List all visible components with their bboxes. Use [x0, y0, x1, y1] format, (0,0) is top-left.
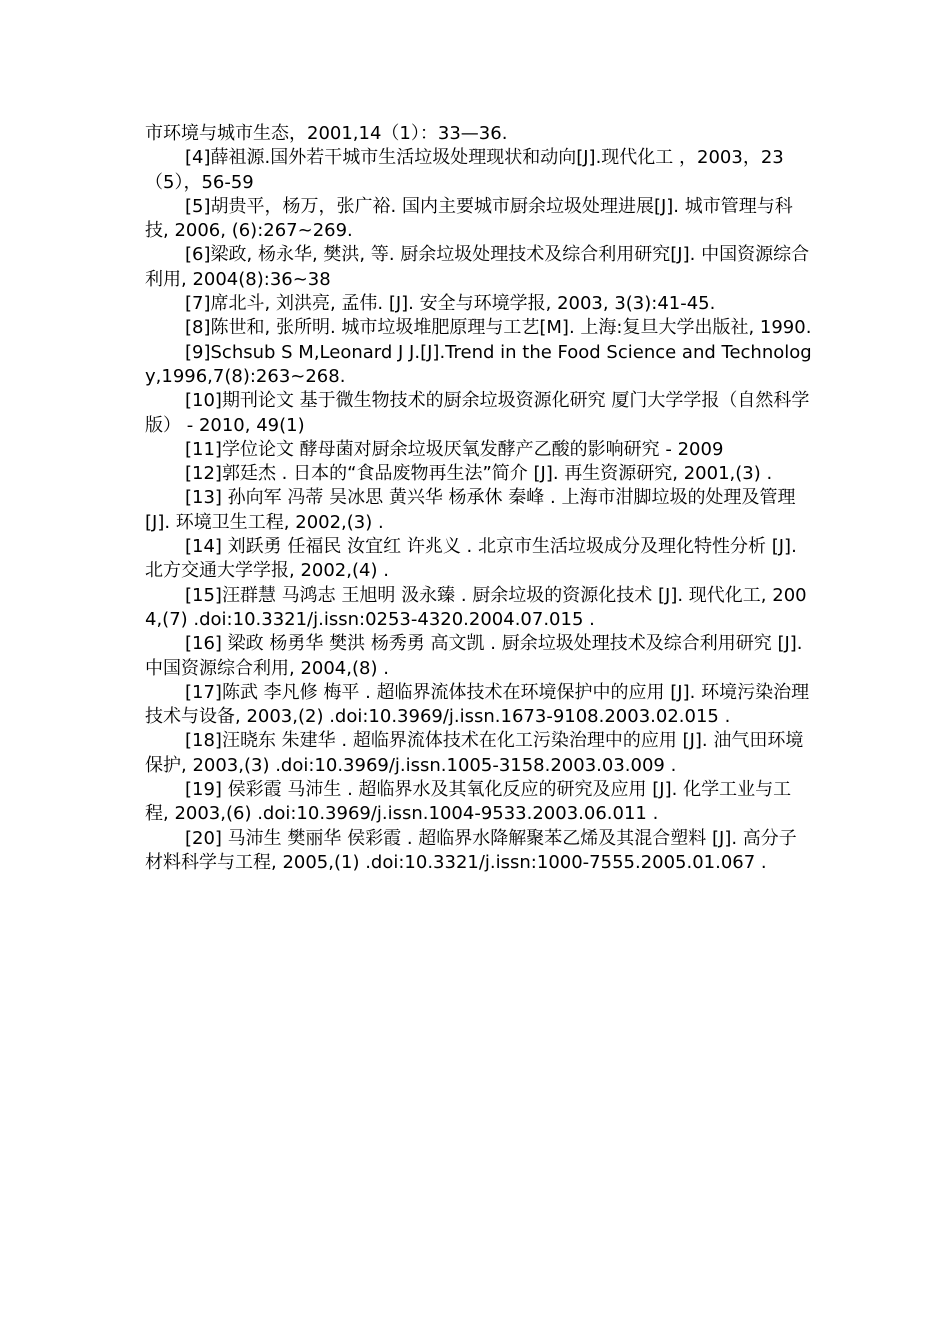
- reference-7: [7]席北斗, 刘洪亮, 孟伟. [J]. 安全与环境学报, 2003, 3(3):41-45.: [185, 293, 716, 315]
- reference-15: [15]汪群慧 马鸿志 王旭明 汲永臻 . 厨余垃圾的资源化技术 [J]. 现代化工, 2004,(7) .doi:10.3321/j.issn:0253-4320.2004.07.015 .: [145, 584, 807, 630]
- reference-4: [4]薛祖源.国外若干城市生活垃圾处理现状和动向[J].现代化工 ，2003，23（5），56-59: [145, 147, 784, 193]
- reference-9: [9]Schsub S M,Leonard J J.[J].Trend in the Food Science and Technology,1996,7(8):263~268.: [145, 341, 812, 387]
- reference-6: [6]梁政, 杨永华, 樊洪, 等. 厨余垃圾处理技术及综合利用研究[J]. 中国资源综合利用, 2004(8):36~38: [145, 244, 810, 290]
- reference-18: [18]汪晓东 朱建华 . 超临界流体技术在化工污染治理中的应用 [J]. 油气田环境保护, 2003,(3) .doi:10.3969/j.issn.1005-3158.2003.03.009 .: [145, 730, 804, 776]
- reference-10: [10]期刊论文 基于微生物技术的厨余垃圾资源化研究 厦门大学学报（自然科学版） - 2010, 49(1): [145, 390, 810, 436]
- reference-17: [17]陈武 李凡修 梅平 . 超临界流体技术在环境保护中的应用 [J]. 环境污染治理技术与设备, 2003,(2) .doi:10.3969/j.issn.1673-9108.2003.02.015 .: [145, 681, 810, 728]
- reference-12: [12]郭廷杰 . 日本的“食品废物再生法”简介 [J]. 再生资源研究, 2001,(3) .: [185, 463, 773, 485]
- reference-13: [13] 孙向军 冯蒂 吴冰思 黄兴华 杨承休 秦峰 . 上海市泔脚垃圾的处理及管理 [J]. 环境卫生工程, 2002,(3) .: [145, 487, 796, 533]
- reference-20: [20] 马沛生 樊丽华 侯彩霞 . 超临界水降解聚苯乙烯及其混合塑料 [J]. 高分子材料科学与工程, 2005,(1) .doi:10.3321/j.issn:1000-7555.2005.01.067 .: [145, 827, 797, 873]
- reference-8: [8]陈世和, 张所明. 城市垃圾堆肥原理与工艺[M]. 上海:复旦大学出版社, 1990.: [185, 317, 812, 339]
- reference-continuation: 市环境与城市生态，2001,14（1）：33—36.: [145, 123, 508, 144]
- reference-list: [145, 122, 813, 875]
- reference-5: [5]胡贵平，杨万，张广裕. 国内主要城市厨余垃圾处理进展[J]. 城市管理与科技, 2006, (6):267~269.: [145, 195, 793, 242]
- reference-14: [14] 刘跃勇 任福民 汝宜红 许兆义 . 北京市生活垃圾成分及理化特性分析 [J]. 北方交通大学学报, 2002,(4) .: [145, 536, 797, 582]
- reference-16: [16] 梁政 杨勇华 樊洪 杨秀勇 高文凯 . 厨余垃圾处理技术及综合利用研究 [J]. 中国资源综合利用, 2004,(8) .: [145, 633, 803, 679]
- reference-19: [19] 侯彩霞 马沛生 . 超临界水及其氧化反应的研究及应用 [J]. 化学工业与工程, 2003,(6) .doi:10.3969/j.issn.1004-9533.2003.06.011 .: [145, 779, 792, 825]
- reference-11: [11]学位论文 酵母菌对厨余垃圾厌氧发酵产乙酸的影响研究 - 2009: [185, 438, 724, 460]
